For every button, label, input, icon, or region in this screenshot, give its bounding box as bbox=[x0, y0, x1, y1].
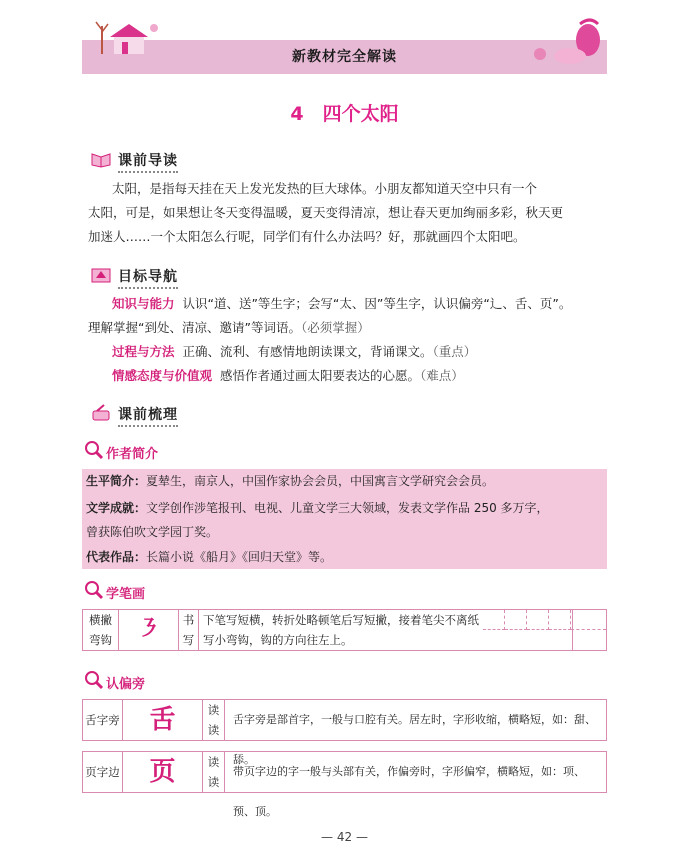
goal-1-label: 知识与能力 bbox=[112, 296, 175, 311]
stroke-name-cell bbox=[83, 610, 119, 650]
radical-2-name: 页字边 bbox=[83, 752, 123, 792]
stroke-char-cell bbox=[119, 610, 179, 650]
goal-1-text-a: 认识“道、送”等生字；会写“太、因”等生字，认识偏旁“⻌、舌、页”。 bbox=[182, 296, 572, 311]
author-heading: 作者简介 bbox=[106, 447, 159, 462]
radical-2-read-cell bbox=[203, 752, 225, 792]
radical-2-char-cell bbox=[123, 752, 203, 792]
practice-grid-cell bbox=[549, 610, 571, 630]
intro-line-1: 太阳，是指每天挂在天上发光发热的巨大球体。小朋友都知道天空中只有一个 bbox=[112, 181, 538, 196]
magnifier-icon bbox=[84, 440, 104, 460]
stroke-name-b: 弯钩 bbox=[89, 633, 112, 647]
practice-grid-cell bbox=[483, 610, 505, 630]
goal-1-mark: （必须掌握） bbox=[300, 320, 370, 335]
stroke-table bbox=[82, 609, 607, 651]
practice-grid-cell bbox=[527, 610, 549, 630]
magnifier-icon bbox=[84, 580, 104, 600]
page-number: — 42 — bbox=[321, 830, 368, 844]
section-review-title: 课前梳理 bbox=[118, 404, 178, 427]
author-works-label: 文学成就： bbox=[86, 501, 147, 515]
magnifier-icon bbox=[84, 670, 104, 690]
stroke-name-a: 横撇 bbox=[89, 613, 112, 627]
goal-1-text-b: 理解掌握“到处、清凉、邀请”等词语。 bbox=[88, 320, 301, 335]
practice-grid-cell bbox=[505, 610, 527, 630]
author-rep-text: 长篇小说《船月》《回归天堂》等。 bbox=[146, 550, 333, 564]
intro-line-3: 加迷人……一个太阳怎么行呢，同学们有什么办法吗？好，那就画四个太阳吧。 bbox=[88, 229, 526, 244]
goal-1-line-a bbox=[112, 292, 571, 316]
radical-1-read-cell bbox=[203, 700, 225, 740]
stroke-write-b: 写 bbox=[182, 633, 195, 647]
goal-3-line bbox=[112, 364, 464, 388]
lesson-title: 4 四个太阳 bbox=[290, 103, 399, 125]
author-rep-row bbox=[86, 546, 332, 568]
stroke-char: ㇋ bbox=[137, 617, 160, 642]
goal-3-label: 情感态度与价值观 bbox=[112, 368, 213, 383]
goal-2-text: 正确、流利、有感情地朗读课文，背诵课文。 bbox=[182, 344, 433, 359]
radical-row-2 bbox=[82, 751, 607, 818]
radical-row-1 bbox=[82, 699, 607, 766]
goal-2-mark: （重点） bbox=[432, 344, 477, 359]
radical-2-char: 页 bbox=[149, 757, 176, 787]
author-rep-label: 代表作品： bbox=[86, 550, 147, 564]
book-icon bbox=[90, 150, 112, 168]
stroke-write-a: 书 bbox=[182, 613, 195, 627]
radical-2-read-b: 读 bbox=[207, 775, 220, 789]
author-works-row-a bbox=[86, 497, 549, 519]
radical-heading: 认偏旁 bbox=[106, 677, 146, 692]
goal-1-line-b bbox=[88, 316, 370, 340]
pencil-box-icon bbox=[90, 404, 112, 422]
section-preview-title: 课前导读 bbox=[118, 150, 178, 173]
radical-1-name: 舌字旁 bbox=[83, 700, 123, 740]
header-title: 新教材完全解读 bbox=[292, 49, 397, 65]
compass-icon bbox=[90, 266, 112, 284]
radical-1-char: 舌 bbox=[149, 705, 176, 735]
intro-line-2: 太阳，可是，如果想让冬天变得温暖，夏天变得清凉，想让春天更加绚丽多彩，秋天更 bbox=[88, 205, 564, 220]
section-goals-title: 目标导航 bbox=[118, 266, 178, 289]
author-life-row bbox=[86, 470, 494, 492]
goal-2-label: 过程与方法 bbox=[112, 344, 175, 359]
goal-2-line bbox=[112, 340, 476, 364]
author-life-label: 生平简介： bbox=[86, 474, 147, 488]
stroke-desc-b: 写小弯钩，钩的方向往左上。 bbox=[203, 633, 353, 647]
radical-1-read-b: 读 bbox=[207, 723, 220, 737]
author-works-text-a: 文学创作涉笔报刊、电视、儿童文学三大领域，发表文学作品 250 多万字， bbox=[146, 501, 549, 515]
stroke-heading: 学笔画 bbox=[106, 587, 146, 602]
radical-2-read-a: 读 bbox=[207, 755, 220, 769]
goal-3-text: 感悟作者通过画太阳要表达的心愿。 bbox=[219, 368, 420, 383]
author-works-text-b: 曾获陈伯吹文学园丁奖。 bbox=[86, 525, 219, 539]
practice-grid-cell bbox=[571, 610, 606, 630]
radical-2-desc: 带页字边的字一般与头部有关，作偏旁时，字形偏窄，横略短，如：项、预、顶。 bbox=[233, 765, 585, 818]
author-life-text: 夏辇生，南京人，中国作家协会会员，中国寓言文学研究会会员。 bbox=[146, 474, 495, 488]
stroke-write-cell bbox=[179, 610, 199, 650]
radical-1-desc: 舌字旁是部首字，一般与口腔有关。居左时，字形收缩，横略短，如：甜、舔。 bbox=[233, 713, 596, 766]
goal-3-mark: （难点） bbox=[419, 368, 464, 383]
radical-1-read-a: 读 bbox=[207, 703, 220, 717]
radical-1-char-cell bbox=[123, 700, 203, 740]
stroke-desc-a: 下笔写短横，转折处略顿笔后写短撇，接着笔尖不离纸 bbox=[203, 613, 479, 627]
